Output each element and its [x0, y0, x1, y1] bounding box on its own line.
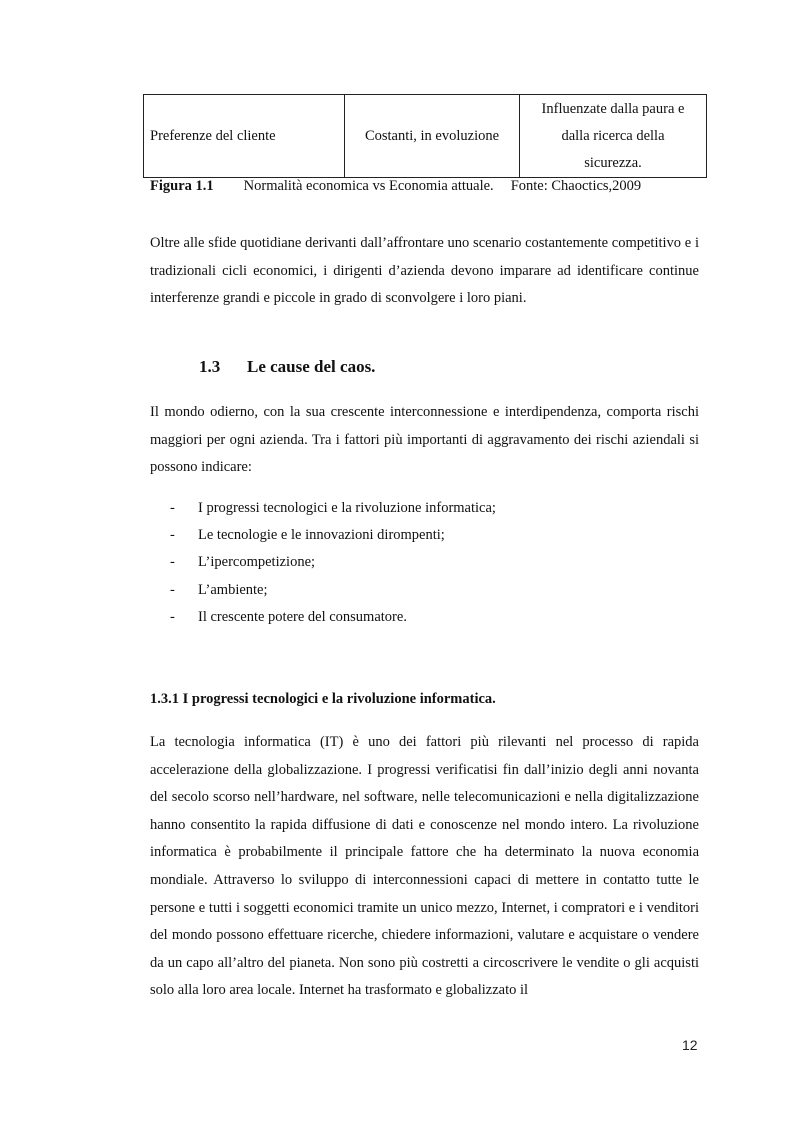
list-item: - Le tecnologie e le innovazioni dirompenti; [170, 522, 496, 549]
subsection-heading: 1.3.1 I progressi tecnologici e la rivoluzione informatica. [150, 691, 496, 707]
list-marker: - [170, 527, 175, 544]
table-cell: Preferenze del cliente [144, 95, 345, 178]
caption-label: Figura 1.1 [150, 178, 214, 194]
figure-caption [150, 178, 641, 195]
body-paragraph: Il mondo odierno, con la sua crescente interconnessione e interdipendenza, comporta rischi maggiori per ogni azienda. Tra i fattori più importanti di aggravamento dei rischi aziendali si possono indicare: [150, 404, 699, 476]
section-title: Le cause del caos. [247, 357, 376, 376]
cell-line: sicurezza. [584, 154, 642, 171]
comparison-table [143, 94, 707, 178]
cell-line: Influenzate dalla paura e [541, 100, 685, 117]
cell-line: dalla ricerca della [561, 127, 665, 144]
list-item: - L’ambiente; [170, 577, 496, 604]
section-number: 1.3 [199, 357, 221, 376]
list-marker: - [170, 554, 175, 571]
list-item: - I progressi tecnologici e la rivoluzione informatica; [170, 495, 496, 522]
risk-factor-list [170, 495, 496, 631]
table-row [144, 95, 707, 178]
table-cell: Costanti, in evoluzione [345, 95, 520, 178]
body-paragraph: La tecnologia informatica (IT) è uno dei fattori più rilevanti nel processo di rapida accelerazione della globalizzazione. I progressi verificatisi fin dall’inizio degli anni novanta del secolo scorso nell’hardware, nel software, nelle telecomunicazioni e nella digitalizzazione hanno consentito la rapida diffusione di dati e conoscenze nel mondo intero. La rivoluzione informatica è probabilmente il principale fattore che ha determinato la nuova economia mondiale. Attraverso lo sviluppo di interconnessioni capaci di mettere in contatto tutte le persone e tutti i soggetti economici tramite un unico mezzo, Internet, i compratori e i venditori del mondo possono effettuare ricerche, chiedere informazioni, valutare e acquistare o vendere da un capo all’altro del pianeta. Non sono più costretti a circoscrivere le vendite o gli acquisti solo alla loro area locale. Internet ha trasformato e globalizzato il [150, 734, 699, 999]
caption-source: Fonte: Chaoctics,2009 [510, 178, 642, 194]
body-paragraph: Oltre alle sfide quotidiane derivanti dall’affrontare uno scenario costantemente competitivo e i tradizionali cicli economici, i dirigenti d’azienda devono imparare ad identificare continue interferenze grandi e piccole in grado di sconvolgere i loro piani. [150, 235, 699, 307]
list-marker: - [170, 608, 175, 625]
table-cell [520, 95, 707, 178]
caption-text: Normalità economica vs Economia attuale. [243, 178, 494, 194]
list-item: - Il crescente potere del consumatore. [170, 604, 496, 631]
page-number: 12 [682, 1037, 698, 1053]
list-item: - L’ipercompetizione; [170, 549, 496, 576]
list-marker: - [170, 500, 175, 516]
list-marker: - [170, 581, 175, 598]
